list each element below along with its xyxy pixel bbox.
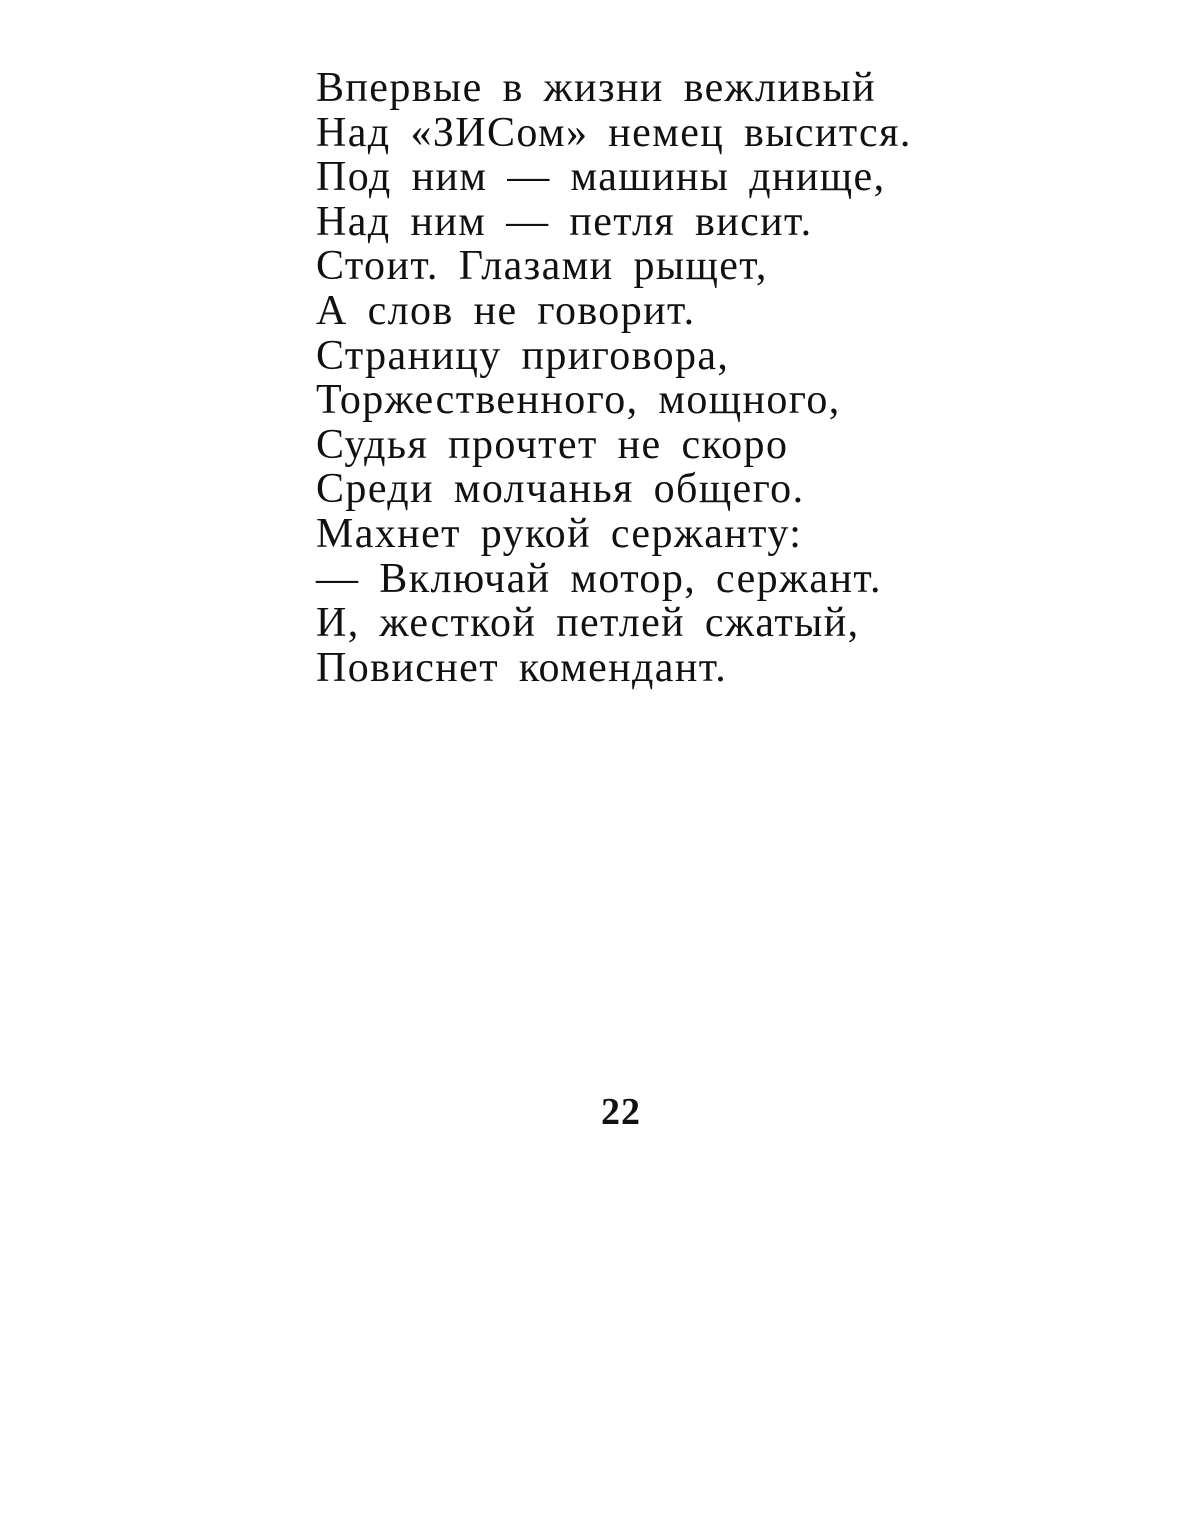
poem-text bbox=[316, 66, 912, 690]
poem-line: Торжественного, мощного, bbox=[316, 377, 841, 424]
poem-line: Судья прочтет не скоро bbox=[316, 421, 789, 468]
poem-line: Страницу приговора, bbox=[316, 332, 730, 379]
poem-line: Над «ЗИСом» немец высится. bbox=[316, 109, 912, 156]
poem-line: Под ним — машины днище, bbox=[316, 154, 886, 201]
poem-line: Среди молчанья общего. bbox=[316, 466, 805, 513]
poem-line: Над ним — петля висит. bbox=[316, 198, 813, 245]
poem-line: Стоит. Глазами рыщет, bbox=[316, 243, 768, 290]
page-number: 22 bbox=[601, 1091, 641, 1133]
poem-line: Впервые в жизни вежливый bbox=[316, 65, 877, 111]
poem-line: Повиснет комендант. bbox=[316, 644, 728, 691]
poem-line: И, жесткой петлей сжатый, bbox=[316, 600, 860, 647]
poem-line: А слов не говорит. bbox=[316, 287, 696, 334]
poem-line: — Включай мотор, сержант. bbox=[316, 555, 882, 602]
poem-line: Махнет рукой сержанту: bbox=[316, 510, 803, 557]
